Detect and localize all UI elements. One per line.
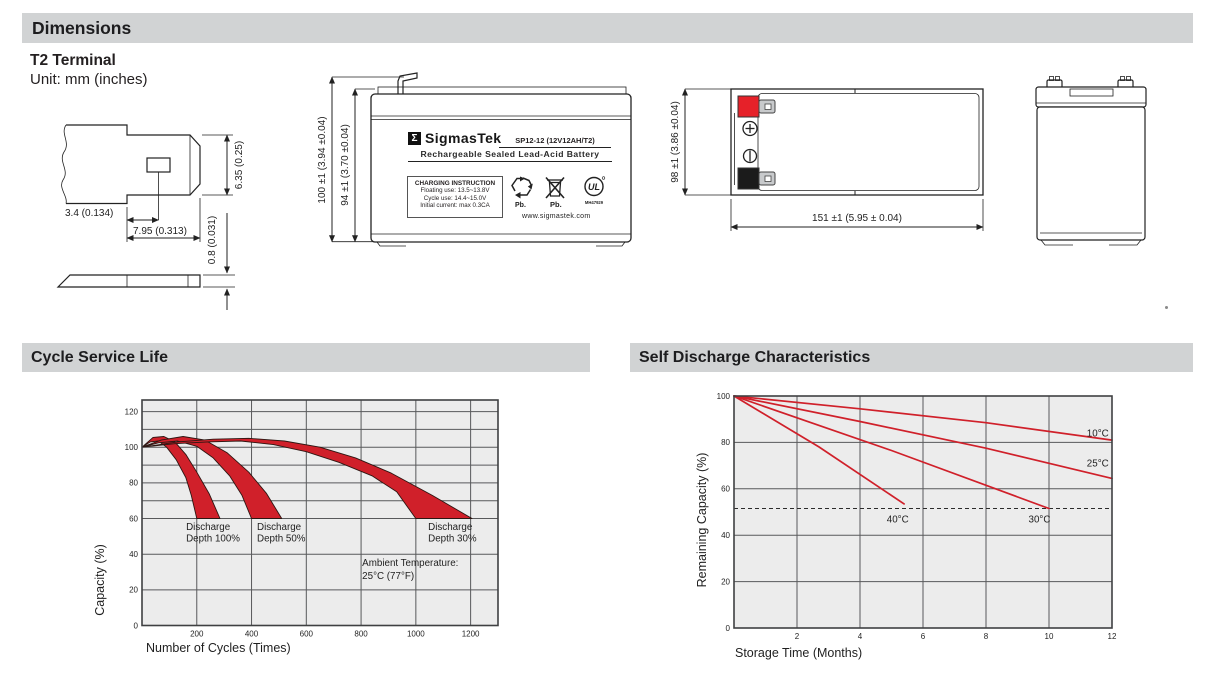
- annotation: Depth 100%: [186, 533, 241, 545]
- svg-text:UL: UL: [588, 181, 600, 192]
- dim-tab-thickness: 0.8 (0.031): [207, 215, 218, 265]
- battery-foot: [1109, 240, 1141, 245]
- x-axis-title: Number of Cycles (Times): [146, 641, 291, 655]
- charging-line: Initial current: max 0.3CA: [420, 202, 490, 210]
- side-view-terminal: [1118, 77, 1133, 89]
- annotation: 25°C: [1086, 458, 1109, 470]
- terminal-blade-side-view: [58, 275, 200, 287]
- y-tick-label: 60: [129, 514, 138, 524]
- charging-line: Cycle use: 14.4~15.0V: [423, 194, 487, 202]
- charging-instruction-box: [407, 176, 503, 218]
- annotation: Discharge: [186, 522, 231, 534]
- dim-tab-width: 6.35 (0.25): [234, 140, 245, 190]
- side-view-body: [1037, 107, 1145, 240]
- sigma-logo-icon: Σ: [408, 132, 421, 145]
- y-tick-label: 80: [129, 478, 138, 488]
- no-trash-pb-icon: [546, 178, 564, 210]
- y-tick-label: 0: [725, 623, 730, 633]
- brand-name: SigmasTek: [425, 130, 502, 146]
- recycle-pb-icon: [512, 177, 533, 210]
- annotation: Depth 30%: [428, 533, 477, 545]
- terminal-hole: [147, 158, 170, 172]
- annotation: 40°C: [886, 514, 909, 526]
- annotation: 10°C: [1086, 428, 1109, 440]
- x-tick-label: 1200: [461, 629, 480, 639]
- svg-text:Pb.: Pb.: [550, 200, 562, 209]
- negative-terminal: [738, 168, 759, 189]
- ul-mark-icon: [585, 177, 605, 205]
- terminal-tab-outline: [66, 125, 200, 204]
- label-divider: [408, 161, 612, 162]
- model-number: SP12-12 (12V12AH/T2): [499, 136, 611, 148]
- y-tick-label: 60: [721, 484, 730, 494]
- dim-top-length: 151 ±1 (5.95 ± 0.04): [812, 213, 902, 224]
- positive-terminal: [738, 96, 759, 117]
- dim-case-height: 94 ±1 (3.70 ±0.04): [340, 124, 351, 206]
- annotation: Ambient Temperature:: [362, 557, 459, 569]
- svg-text:MH47929: MH47929: [584, 200, 604, 205]
- annotation: 30°C: [1028, 514, 1051, 526]
- y-tick-label: 100: [716, 391, 730, 401]
- dim-top-width: 98 ±1 (3.86 ±0.04): [670, 101, 681, 183]
- charging-line: Floating use: 13.5~13.8V: [420, 187, 490, 194]
- annotation: Depth 50%: [257, 533, 306, 545]
- dim-tab-offset: 3.4 (0.134): [65, 208, 114, 219]
- x-tick-label: 2: [794, 632, 800, 641]
- website-url: www.sigmastek.com: [522, 213, 591, 220]
- terminal-detail-drawing: [30, 112, 255, 312]
- y-tick-label: 80: [721, 438, 730, 448]
- annotation: Discharge: [257, 522, 302, 534]
- label-icons: [510, 176, 614, 212]
- cycle-service-life-title: Cycle Service Life: [31, 349, 168, 366]
- stray-dot: [1165, 306, 1168, 309]
- dimensions-section-header: [22, 13, 1193, 43]
- x-axis-title: Storage Time (Months): [735, 646, 863, 660]
- x-tick-label: 8: [983, 632, 989, 641]
- self-discharge-chart: [688, 385, 1148, 680]
- x-tick-label: 800: [354, 629, 368, 639]
- x-tick-label: 10: [1044, 632, 1054, 641]
- annotation: Discharge: [428, 522, 473, 534]
- cycle-service-life-section-header: [22, 343, 590, 372]
- y-tick-label: 20: [721, 577, 730, 587]
- x-tick-label: 600: [299, 629, 313, 639]
- terminal-type-heading: T2 Terminal: [30, 52, 116, 69]
- break-line: [62, 125, 67, 204]
- x-tick-label: 200: [190, 629, 204, 639]
- svg-text:Pb.: Pb.: [515, 202, 526, 209]
- terminal-tab-hole: [765, 176, 771, 182]
- y-tick-label: 40: [721, 531, 730, 540]
- x-tick-label: 1000: [406, 629, 425, 639]
- y-axis-title: Capacity (%): [93, 544, 107, 616]
- side-view-terminal: [1047, 77, 1062, 89]
- battery-foot: [1041, 240, 1073, 245]
- y-tick-label: 100: [124, 443, 138, 453]
- battery-side-view-drawing: [1028, 66, 1158, 251]
- dim-total-height: 100 ±1 (3.94 ±0.04): [317, 116, 328, 204]
- battery-type-line: Rechargeable Sealed Lead-Acid Battery: [420, 149, 600, 159]
- y-tick-label: 40: [129, 549, 138, 559]
- charging-title: CHARGING INSTRUCTION: [414, 180, 496, 187]
- unit-note: Unit: mm (inches): [30, 71, 148, 88]
- y-tick-label: 0: [133, 621, 138, 631]
- y-axis-title: Remaining Capacity (%): [695, 452, 709, 588]
- dim-tab-length: 7.95 (0.313): [133, 226, 187, 237]
- annotation: 25°C (77°F): [362, 570, 415, 582]
- self-discharge-section-header: [630, 343, 1193, 372]
- side-view-cap: [1036, 87, 1146, 107]
- self-discharge-title: Self Discharge Characteristics: [639, 349, 871, 366]
- x-tick-label: 6: [920, 632, 926, 641]
- cycle-service-life-chart: [90, 385, 510, 680]
- battery-top-view-drawing: [655, 64, 1005, 239]
- y-tick-label: 20: [129, 585, 138, 595]
- x-tick-label: 4: [857, 632, 863, 641]
- y-tick-label: 120: [124, 407, 138, 417]
- x-tick-label: 12: [1107, 632, 1117, 641]
- battery-label: [398, 130, 618, 228]
- dimensions-title: Dimensions: [32, 18, 132, 38]
- terminal-tab: [398, 73, 417, 94]
- terminal-tab-hole: [765, 104, 771, 110]
- x-tick-label: 400: [244, 629, 259, 639]
